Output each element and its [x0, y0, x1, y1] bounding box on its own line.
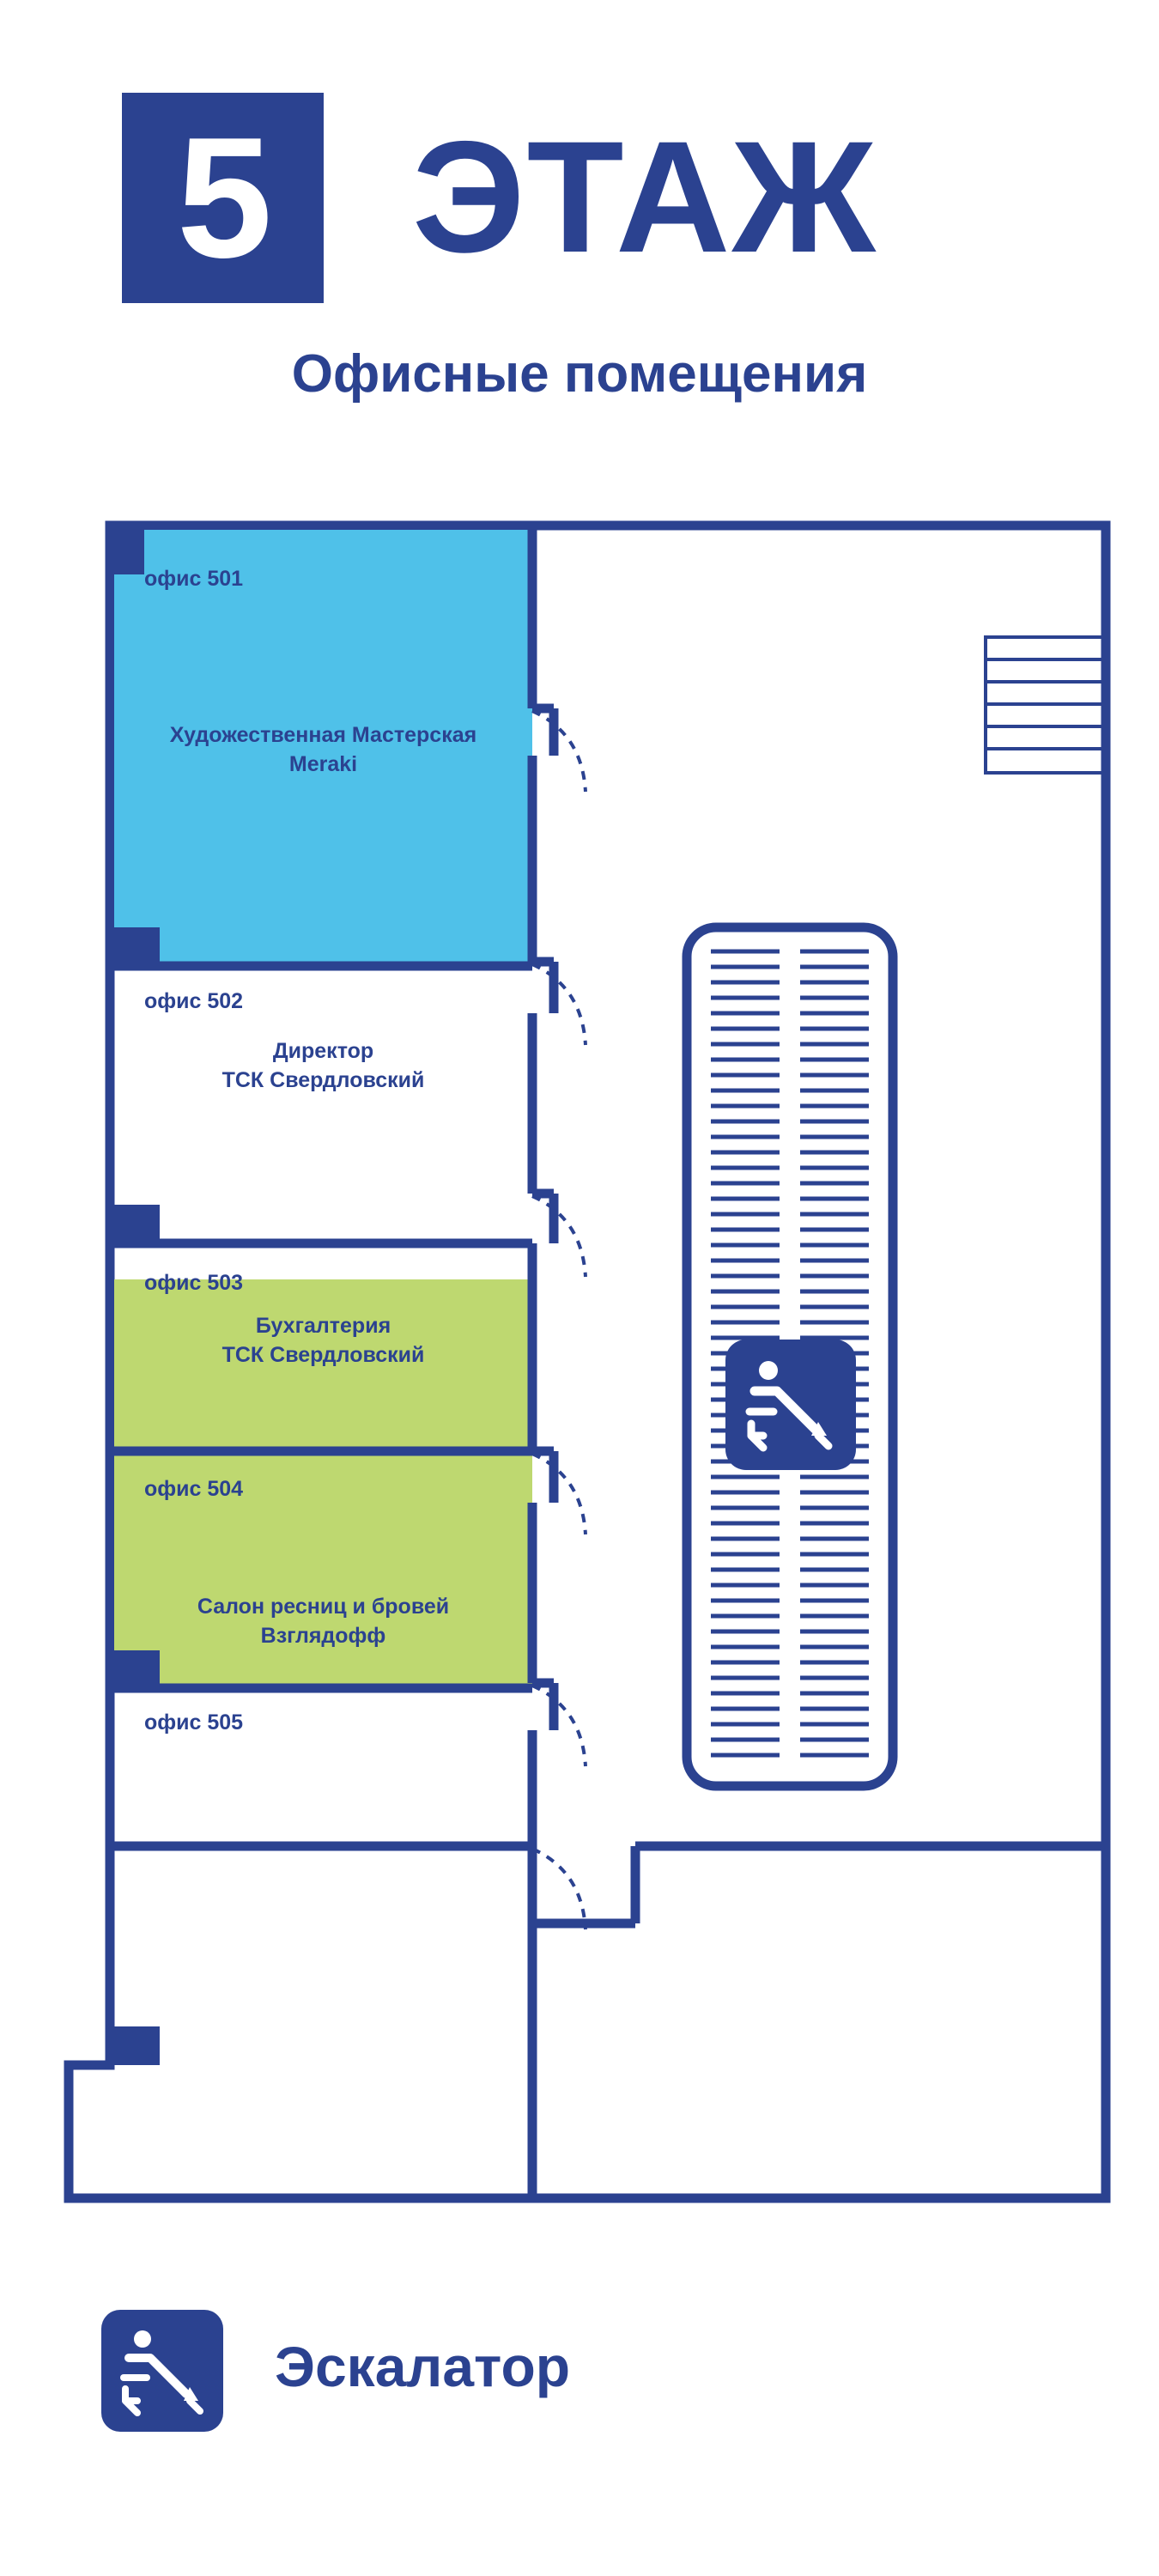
page-title: ЭТАЖ: [412, 109, 877, 286]
room-name-501-line2: Meraki: [288, 751, 358, 776]
floor-number-badge: 5: [122, 93, 324, 303]
escalator-block: [687, 927, 893, 1786]
room-fill-504: [114, 1279, 532, 1688]
legend-item-label: Эскалатор: [275, 2335, 571, 2398]
room-name-504-line1: Салон ресниц и бровей: [197, 1595, 450, 1619]
room-number-503: офис 503: [144, 1271, 244, 1295]
escalator-icon-plan: [725, 1340, 856, 1470]
room-number-501: офис 501: [144, 567, 244, 591]
room-name-504-line2: Взглядофф: [260, 1623, 386, 1648]
room-number-504: офис 504: [144, 1477, 244, 1501]
room-name-502-line2: ТСК Свердловский: [221, 1067, 425, 1092]
escalator-icon: [101, 2310, 223, 2432]
floor-plan: [0, 481, 1159, 2275]
room-name-503-line2: ТСК Свердловский: [221, 1342, 425, 1367]
room-name-503-line1: Бухгалтерия: [255, 1314, 391, 1338]
page-subtitle: Офисные помещения: [291, 344, 868, 404]
page-header: [0, 0, 1159, 481]
room-fill-501: [114, 530, 532, 966]
room-number-505: офис 505: [144, 1710, 244, 1735]
room-name-501-line1: Художественная Мастерская: [169, 723, 477, 747]
room-number-502: офис 502: [144, 989, 244, 1013]
legend: [0, 2301, 1159, 2524]
room-name-502-line1: Директор: [272, 1039, 374, 1063]
